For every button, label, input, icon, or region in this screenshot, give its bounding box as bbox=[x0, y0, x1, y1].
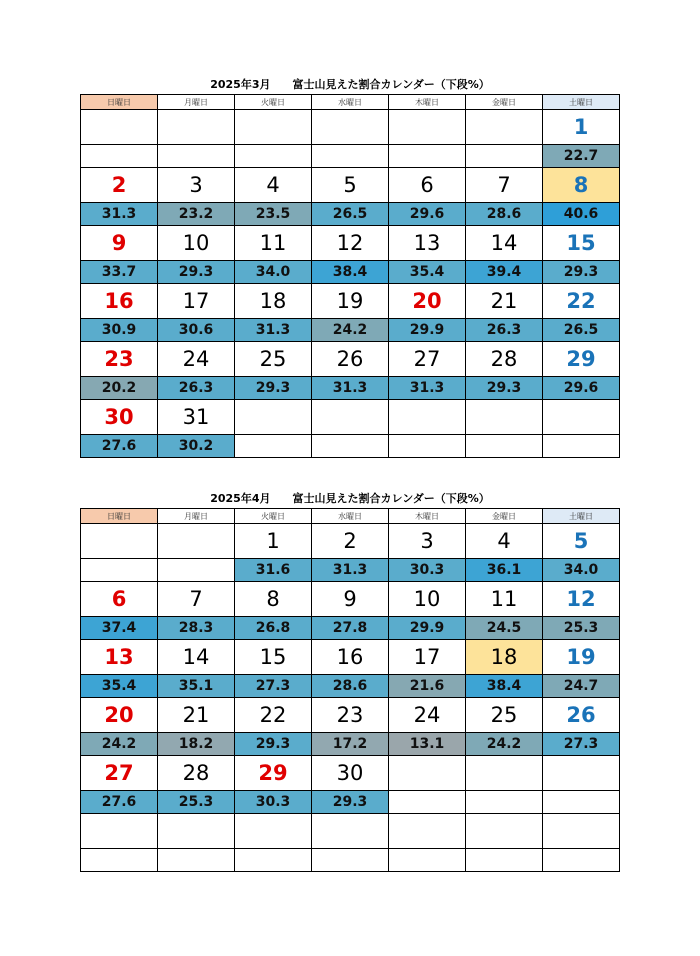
day-percentage: 30.6 bbox=[158, 319, 235, 342]
day-number: 5 bbox=[312, 168, 389, 203]
week-day-row bbox=[81, 524, 620, 559]
day-percentage: 38.4 bbox=[466, 675, 543, 698]
empty-day-cell bbox=[235, 110, 312, 145]
week-day-row bbox=[81, 814, 620, 849]
day-percentage: 26.8 bbox=[235, 617, 312, 640]
day-percentage: 23.2 bbox=[158, 203, 235, 226]
day-number: 29 bbox=[235, 756, 312, 791]
day-percentage: 29.3 bbox=[235, 377, 312, 400]
week-value-row bbox=[81, 791, 620, 814]
weekday-header: 金曜日 bbox=[466, 509, 543, 524]
empty-day-cell bbox=[466, 110, 543, 145]
empty-value-cell bbox=[158, 849, 235, 872]
day-number: 6 bbox=[389, 168, 466, 203]
calendar-grid bbox=[80, 508, 620, 872]
day-percentage: 28.6 bbox=[312, 675, 389, 698]
empty-value-cell bbox=[81, 145, 158, 168]
empty-value-cell bbox=[543, 849, 620, 872]
weekday-header: 月曜日 bbox=[158, 95, 235, 110]
day-percentage: 29.3 bbox=[466, 377, 543, 400]
day-percentage: 23.5 bbox=[235, 203, 312, 226]
day-percentage: 24.7 bbox=[543, 675, 620, 698]
day-number: 9 bbox=[81, 226, 158, 261]
day-percentage: 24.2 bbox=[81, 733, 158, 756]
empty-day-cell bbox=[81, 110, 158, 145]
day-number: 12 bbox=[543, 582, 620, 617]
week-day-row bbox=[81, 582, 620, 617]
day-number: 5 bbox=[543, 524, 620, 559]
day-number: 22 bbox=[543, 284, 620, 319]
day-number: 26 bbox=[312, 342, 389, 377]
day-percentage: 29.3 bbox=[543, 261, 620, 284]
day-percentage: 24.5 bbox=[466, 617, 543, 640]
day-percentage: 27.3 bbox=[543, 733, 620, 756]
week-day-row bbox=[81, 110, 620, 145]
day-number: 12 bbox=[312, 226, 389, 261]
day-percentage: 29.3 bbox=[158, 261, 235, 284]
week-day-row bbox=[81, 640, 620, 675]
weekday-header: 水曜日 bbox=[312, 95, 389, 110]
day-percentage: 35.1 bbox=[158, 675, 235, 698]
day-number: 14 bbox=[466, 226, 543, 261]
week-value-row bbox=[81, 733, 620, 756]
day-number: 3 bbox=[389, 524, 466, 559]
day-number: 20 bbox=[389, 284, 466, 319]
week-day-row bbox=[81, 342, 620, 377]
day-number: 17 bbox=[158, 284, 235, 319]
empty-value-cell bbox=[389, 145, 466, 168]
day-percentage: 30.2 bbox=[158, 435, 235, 458]
week-day-row bbox=[81, 400, 620, 435]
day-number: 23 bbox=[81, 342, 158, 377]
weekday-header: 火曜日 bbox=[235, 95, 312, 110]
day-percentage: 26.3 bbox=[466, 319, 543, 342]
day-percentage: 24.2 bbox=[466, 733, 543, 756]
day-percentage: 29.6 bbox=[543, 377, 620, 400]
day-number: 28 bbox=[466, 342, 543, 377]
day-number: 17 bbox=[389, 640, 466, 675]
empty-day-cell bbox=[389, 400, 466, 435]
day-number: 20 bbox=[81, 698, 158, 733]
empty-day-cell bbox=[235, 814, 312, 849]
empty-value-cell bbox=[466, 849, 543, 872]
day-percentage: 27.3 bbox=[235, 675, 312, 698]
day-percentage: 26.3 bbox=[158, 377, 235, 400]
day-percentage: 27.6 bbox=[81, 435, 158, 458]
weekday-header: 水曜日 bbox=[312, 509, 389, 524]
weekday-header: 日曜日 bbox=[81, 509, 158, 524]
empty-value-cell bbox=[158, 559, 235, 582]
weekday-header: 月曜日 bbox=[158, 509, 235, 524]
week-value-row bbox=[81, 435, 620, 458]
day-number: 29 bbox=[543, 342, 620, 377]
day-number: 15 bbox=[543, 226, 620, 261]
day-number: 4 bbox=[466, 524, 543, 559]
weekday-header: 土曜日 bbox=[543, 509, 620, 524]
day-percentage: 31.3 bbox=[312, 377, 389, 400]
weekday-header: 土曜日 bbox=[543, 95, 620, 110]
day-number: 15 bbox=[235, 640, 312, 675]
empty-value-cell bbox=[466, 145, 543, 168]
day-percentage: 13.1 bbox=[389, 733, 466, 756]
empty-day-cell bbox=[158, 814, 235, 849]
calendar-grid bbox=[80, 94, 620, 458]
empty-day-cell bbox=[466, 400, 543, 435]
day-percentage: 30.3 bbox=[235, 791, 312, 814]
weekday-header-row bbox=[81, 95, 620, 110]
empty-value-cell bbox=[158, 145, 235, 168]
day-number: 9 bbox=[312, 582, 389, 617]
empty-value-cell bbox=[543, 791, 620, 814]
day-percentage: 28.6 bbox=[466, 203, 543, 226]
empty-day-cell bbox=[235, 400, 312, 435]
day-percentage: 22.7 bbox=[543, 145, 620, 168]
day-number: 3 bbox=[158, 168, 235, 203]
day-number: 27 bbox=[389, 342, 466, 377]
week-day-row bbox=[81, 226, 620, 261]
day-number: 18 bbox=[466, 640, 543, 675]
day-percentage: 27.6 bbox=[81, 791, 158, 814]
empty-value-cell bbox=[81, 849, 158, 872]
day-percentage: 21.6 bbox=[389, 675, 466, 698]
day-number: 30 bbox=[312, 756, 389, 791]
day-number: 26 bbox=[543, 698, 620, 733]
day-percentage: 24.2 bbox=[312, 319, 389, 342]
day-percentage: 31.3 bbox=[81, 203, 158, 226]
day-percentage: 34.0 bbox=[235, 261, 312, 284]
day-number: 18 bbox=[235, 284, 312, 319]
week-day-row bbox=[81, 698, 620, 733]
day-number: 24 bbox=[158, 342, 235, 377]
day-number: 24 bbox=[389, 698, 466, 733]
day-number: 25 bbox=[235, 342, 312, 377]
empty-day-cell bbox=[81, 524, 158, 559]
day-percentage: 37.4 bbox=[81, 617, 158, 640]
day-number: 2 bbox=[312, 524, 389, 559]
day-number: 28 bbox=[158, 756, 235, 791]
day-percentage: 28.3 bbox=[158, 617, 235, 640]
day-percentage: 20.2 bbox=[81, 377, 158, 400]
day-percentage: 29.3 bbox=[312, 791, 389, 814]
day-percentage: 38.4 bbox=[312, 261, 389, 284]
empty-day-cell bbox=[389, 814, 466, 849]
empty-day-cell bbox=[81, 814, 158, 849]
day-percentage: 29.9 bbox=[389, 617, 466, 640]
empty-value-cell bbox=[235, 435, 312, 458]
empty-day-cell bbox=[158, 110, 235, 145]
week-day-row bbox=[81, 168, 620, 203]
day-number: 23 bbox=[312, 698, 389, 733]
empty-day-cell bbox=[312, 400, 389, 435]
weekday-header: 日曜日 bbox=[81, 95, 158, 110]
day-percentage: 30.3 bbox=[389, 559, 466, 582]
weekday-header: 金曜日 bbox=[466, 95, 543, 110]
day-number: 13 bbox=[81, 640, 158, 675]
day-percentage: 26.5 bbox=[312, 203, 389, 226]
day-percentage: 29.9 bbox=[389, 319, 466, 342]
empty-day-cell bbox=[466, 756, 543, 791]
day-percentage: 31.6 bbox=[235, 559, 312, 582]
empty-value-cell bbox=[81, 559, 158, 582]
day-percentage: 34.0 bbox=[543, 559, 620, 582]
day-percentage: 18.2 bbox=[158, 733, 235, 756]
empty-value-cell bbox=[312, 145, 389, 168]
empty-value-cell bbox=[389, 435, 466, 458]
day-number: 4 bbox=[235, 168, 312, 203]
week-value-row bbox=[81, 145, 620, 168]
day-number: 11 bbox=[235, 226, 312, 261]
week-value-row bbox=[81, 377, 620, 400]
empty-day-cell bbox=[543, 756, 620, 791]
day-number: 27 bbox=[81, 756, 158, 791]
day-number: 13 bbox=[389, 226, 466, 261]
calendar-title: 2025年4月 富士山見えた割合カレンダー（下段%） bbox=[210, 492, 490, 505]
day-percentage: 26.5 bbox=[543, 319, 620, 342]
week-value-row bbox=[81, 559, 620, 582]
day-number: 1 bbox=[543, 110, 620, 145]
day-number: 21 bbox=[466, 284, 543, 319]
empty-value-cell bbox=[235, 849, 312, 872]
day-number: 19 bbox=[543, 640, 620, 675]
day-percentage: 17.2 bbox=[312, 733, 389, 756]
empty-day-cell bbox=[158, 524, 235, 559]
empty-value-cell bbox=[466, 435, 543, 458]
day-number: 25 bbox=[466, 698, 543, 733]
day-number: 16 bbox=[81, 284, 158, 319]
day-number: 8 bbox=[235, 582, 312, 617]
empty-value-cell bbox=[389, 849, 466, 872]
day-number: 8 bbox=[543, 168, 620, 203]
week-value-row bbox=[81, 203, 620, 226]
weekday-header-row bbox=[81, 509, 620, 524]
day-number: 19 bbox=[312, 284, 389, 319]
day-percentage: 35.4 bbox=[81, 675, 158, 698]
day-percentage: 27.8 bbox=[312, 617, 389, 640]
day-number: 22 bbox=[235, 698, 312, 733]
day-number: 1 bbox=[235, 524, 312, 559]
day-number: 21 bbox=[158, 698, 235, 733]
day-number: 31 bbox=[158, 400, 235, 435]
week-day-row bbox=[81, 284, 620, 319]
day-percentage: 25.3 bbox=[543, 617, 620, 640]
week-value-row bbox=[81, 675, 620, 698]
empty-day-cell bbox=[389, 756, 466, 791]
day-percentage: 40.6 bbox=[543, 203, 620, 226]
day-number: 6 bbox=[81, 582, 158, 617]
day-number: 11 bbox=[466, 582, 543, 617]
day-percentage: 31.3 bbox=[235, 319, 312, 342]
day-percentage: 35.4 bbox=[389, 261, 466, 284]
day-percentage: 29.3 bbox=[235, 733, 312, 756]
day-percentage: 33.7 bbox=[81, 261, 158, 284]
calendar-title: 2025年3月 富士山見えた割合カレンダー（下段%） bbox=[210, 78, 490, 91]
day-percentage: 29.6 bbox=[389, 203, 466, 226]
empty-day-cell bbox=[466, 814, 543, 849]
empty-day-cell bbox=[543, 400, 620, 435]
week-value-row bbox=[81, 849, 620, 872]
weekday-header: 火曜日 bbox=[235, 509, 312, 524]
empty-value-cell bbox=[389, 791, 466, 814]
day-number: 14 bbox=[158, 640, 235, 675]
empty-value-cell bbox=[312, 849, 389, 872]
week-day-row bbox=[81, 756, 620, 791]
week-value-row bbox=[81, 319, 620, 342]
day-number: 7 bbox=[158, 582, 235, 617]
day-number: 16 bbox=[312, 640, 389, 675]
empty-value-cell bbox=[312, 435, 389, 458]
day-percentage: 36.1 bbox=[466, 559, 543, 582]
empty-day-cell bbox=[312, 110, 389, 145]
empty-value-cell bbox=[466, 791, 543, 814]
week-value-row bbox=[81, 617, 620, 640]
empty-value-cell bbox=[235, 145, 312, 168]
day-number: 30 bbox=[81, 400, 158, 435]
empty-day-cell bbox=[389, 110, 466, 145]
day-number: 10 bbox=[389, 582, 466, 617]
day-number: 7 bbox=[466, 168, 543, 203]
weekday-header: 木曜日 bbox=[389, 95, 466, 110]
day-percentage: 30.9 bbox=[81, 319, 158, 342]
day-number: 10 bbox=[158, 226, 235, 261]
day-percentage: 39.4 bbox=[466, 261, 543, 284]
weekday-header: 木曜日 bbox=[389, 509, 466, 524]
day-percentage: 25.3 bbox=[158, 791, 235, 814]
day-percentage: 31.3 bbox=[389, 377, 466, 400]
day-number: 2 bbox=[81, 168, 158, 203]
empty-value-cell bbox=[543, 435, 620, 458]
empty-day-cell bbox=[312, 814, 389, 849]
day-percentage: 31.3 bbox=[312, 559, 389, 582]
empty-day-cell bbox=[543, 814, 620, 849]
week-value-row bbox=[81, 261, 620, 284]
